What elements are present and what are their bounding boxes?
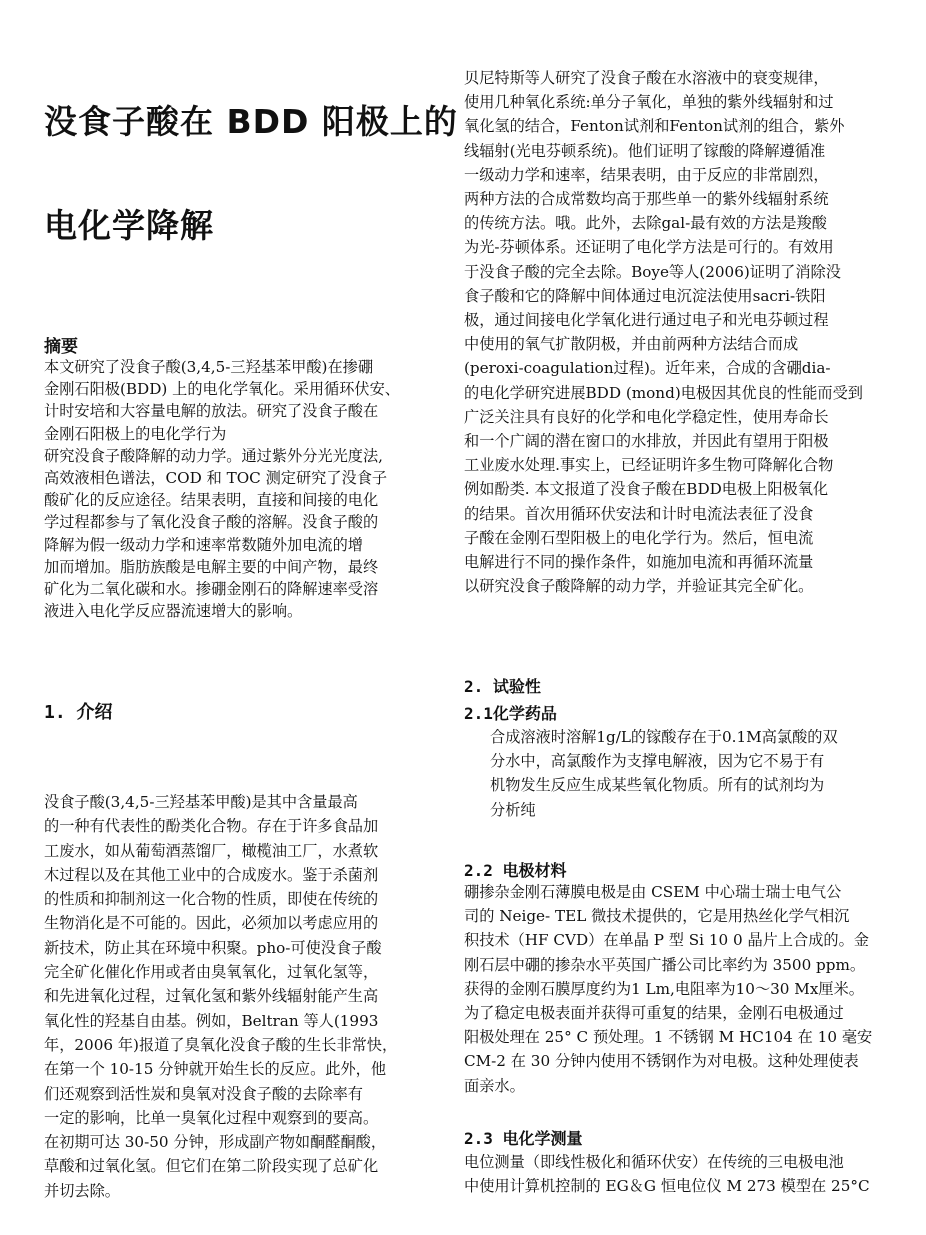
paragraph-line: 以研究没食子酸降解的动力学，并验证其完全矿化。 <box>464 577 814 596</box>
section-2-1-line: 分水中，高氯酸作为支撑电解液，因为它不易于有 <box>490 752 825 771</box>
section-2-2-line: 为了稳定电极表面并获得可重复的结果，金刚石电极通过 <box>464 1004 844 1023</box>
section-2-1-line: 合成溶液时溶解1g/L的镓酸存在于0.1M高氯酸的双 <box>490 728 838 746</box>
paragraph-line: (peroxi-coagulation过程)。近年来，合成的含硼dia- <box>464 359 831 378</box>
introduction-line: 的性质和抑制剂这一化合物的性质，即使在传统的 <box>44 890 379 909</box>
section-2-3-body <box>464 1150 926 1198</box>
introduction-heading: 1. 介绍 <box>44 702 113 723</box>
introduction-line: 工废水，如从葡萄酒蒸馏厂，橄榄油工厂，水煮软 <box>44 841 379 860</box>
introduction-line: 新技术，防止其在环境中积聚。pho-可使没食子酸 <box>44 938 382 957</box>
section-2-2-line: 司的 Neige- TEL 微技术提供的，它是用热丝化学气相沉 <box>464 907 850 926</box>
paragraph-line: 的结果。首次用循环伏安法和计时电流法表征了没食 <box>464 504 814 523</box>
introduction-line: 氧化性的羟基自由基。例如，Beltran 等人(1993 <box>44 1011 379 1030</box>
introduction-line: 在第一个 10-15 分钟就开始生长的反应。此外，他 <box>44 1060 387 1079</box>
introduction-line: 并切去除。 <box>44 1181 120 1200</box>
paragraph-line: 的传统方法。哦。此外，去除gal-最有效的方法是羧酸 <box>464 214 827 233</box>
paragraph-line: 氧化氢的结合，Fenton试剂和Fenton试剂的组合，紫外 <box>464 117 845 136</box>
section-2-2-line: 阳极处理在 25° C 预处理。1 不锈钢 M HC104 在 10 毫安 <box>464 1028 873 1047</box>
introduction-body <box>44 790 450 1203</box>
paragraph-line: 为光-芬顿体系。还证明了电化学方法是可行的。有效用 <box>464 238 834 257</box>
paragraph-line: 中使用的氧气扩散阴极，并由前两种方法结合而成 <box>464 335 799 354</box>
paragraph-line: 使用几种氧化系统:单分子氧化，单独的紫外线辐射和过 <box>464 93 834 112</box>
paper-title-line-1: 没食子酸在 BDD 阳极上的 <box>44 102 458 141</box>
section-2-2-line: 获得的金刚石膜厚度约为1 Lm,电阻率为10～30 Mx厘米。 <box>464 979 864 998</box>
paragraph-line: 和一个广阔的潜在窗口的水排放，并因此有望用于阳极 <box>464 432 829 451</box>
introduction-line: 木过程以及在其他工业中的合成废水。鉴于杀菌剂 <box>44 865 379 884</box>
paragraph-line: 食子酸和它的降解中间体通过电沉淀法使用sacri-铁阳 <box>464 286 826 305</box>
section-2-1-line: 分析纯 <box>490 800 536 819</box>
introduction-line: 的一种有代表性的酚类化合物。存在于许多食品加 <box>44 817 379 836</box>
paragraph-line: 电解进行不同的操作条件，如施加电流和再循环流量 <box>464 553 814 572</box>
paragraph-line: 于没食子酸的完全去除。Boye等人(2006)证明了消除没 <box>464 262 841 281</box>
abstract-line: 本文研究了没食子酸(3,4,5-三羟基苯甲酸)在掺硼 <box>44 358 374 376</box>
abstract-line: 降解为假一级动力学和速率常数随外加电流的增 <box>44 535 363 554</box>
paragraph-line: 广泛关注具有良好的化学和电化学稳定性，使用寿命长 <box>464 407 829 426</box>
abstract-line: 学过程都参与了氧化没食子酸的溶解。没食子酸的 <box>44 513 379 532</box>
section-2-2-line: 面亲水。 <box>464 1076 525 1095</box>
abstract-line: 加而增加。脂肪族酸是电解主要的中间产物，最终 <box>44 557 379 576</box>
section-2-heading: 2. 试验性 <box>464 677 541 696</box>
introduction-line: 一定的影响，比单一臭氧化过程中观察到的要高。 <box>44 1108 379 1127</box>
section-2-1-heading: 2.1化学药品 <box>464 704 557 723</box>
abstract-line: 酸矿化的反应途径。结果表明，直接和间接的电化 <box>44 491 379 510</box>
paragraph-line: 两种方法的合成常数均高于那些单一的紫外线辐射系统 <box>464 190 829 209</box>
section-2-2-line: 刚石层中硼的掺杂水平英国广播公司比率约为 3500 ppm。 <box>464 955 866 974</box>
paragraph-line: 工业废水处理.事实上，已经证明许多生物可降解化合物 <box>464 456 834 475</box>
paper-title-line-2: 电化学降解 <box>44 206 214 245</box>
abstract-line: 高效液相色谱法，COD 和 TOC 测定研究了没食子 <box>44 469 388 488</box>
abstract-line: 研究没食子酸降解的动力学。通过紫外分光光度法, <box>44 446 383 465</box>
paragraph-line: 贝尼特斯等人研究了没食子酸在水溶液中的衰变规律， <box>464 69 829 87</box>
abstract-heading: 摘要 <box>44 337 78 357</box>
section-2-2-heading: 2.2 电极材料 <box>464 861 567 880</box>
introduction-line: 在初期可达 30-50 分钟，形成副产物如酮醛酮酸， <box>44 1133 387 1152</box>
abstract-line: 液进入电化学反应器流速增大的影响。 <box>44 602 303 621</box>
section-2-3-line: 电位测量（即线性极化和循环伏安）在传统的三电极电池 <box>464 1153 844 1171</box>
paragraph-line: 的电化学研究进展BDD (mond)电极因其优良的性能而受到 <box>464 383 863 402</box>
paragraph-line: 线辐射(光电芬顿系统)。他们证明了镓酸的降解遵循准 <box>464 141 826 160</box>
section-2-3-line: 中使用计算机控制的 EG＆G 恒电位仪 M 273 模型在 25°C <box>464 1177 870 1196</box>
abstract-line: 计时安培和大容量电解的放法。研究了没食子酸在 <box>44 402 379 421</box>
section-2-2-line: 积技术（HF CVD）在单晶 P 型 Si 10 0 晶片上合成的。金 <box>464 931 869 950</box>
introduction-line: 草酸和过氧化氢。但它们在第二阶段实现了总矿化 <box>44 1157 379 1176</box>
introduction-line: 完全矿化催化作用或者由臭氧氧化，过氧化氢等， <box>44 963 379 982</box>
section-2-2-body <box>464 880 926 1098</box>
abstract-line: 金刚石阳极(BDD) 上的电化学氧化。采用循环伏安、 <box>44 380 400 399</box>
section-2-2-line: CM-2 在 30 分钟内使用不锈钢作为对电极。这种处理使表 <box>464 1052 859 1071</box>
section-2-1-body <box>464 725 926 822</box>
paragraph-line: 极，通过间接电化学氧化进行通过电子和光电芬顿过程 <box>464 311 829 330</box>
paragraph-line: 子酸在金刚石型阳极上的电化学行为。然后，恒电流 <box>464 528 814 547</box>
section-2-3-heading: 2.3 电化学测量 <box>464 1129 583 1148</box>
abstract-line: 矿化为二氧化碳和水。掺硼金刚石的降解速率受溶 <box>44 580 379 599</box>
introduction-line: 没食子酸(3,4,5-三羟基苯甲酸)是其中含量最高 <box>44 793 358 811</box>
introduction-line: 和先进氧化过程，过氧化氢和紫外线辐射能产生高 <box>44 987 379 1006</box>
introduction-line: 年，2006 年)报道了臭氧化没食子酸的生长非常快， <box>44 1035 398 1054</box>
abstract-line: 金刚石阳极上的电化学行为 <box>44 424 227 443</box>
section-2-1-line: 机物发生反应生成某些氧化物质。所有的试剂均为 <box>490 776 825 795</box>
section-2-2-line: 硼掺杂金刚石薄膜电极是由 CSEM 中心瑞士瑞士电气公 <box>464 883 842 901</box>
paragraph-line: 例如酚类. 本文报道了没食子酸在BDD电极上阳极氧化 <box>464 480 829 499</box>
abstract-body <box>44 356 450 622</box>
paragraph-line: 一级动力学和速率，结果表明，由于反应的非常剧烈， <box>464 165 829 184</box>
introduction-line: 生物消化是不可能的。因此，必须加以考虑应用的 <box>44 914 379 933</box>
right-column-paragraph <box>464 66 926 598</box>
introduction-line: 们还观察到活性炭和臭氧对没食子酸的去除率有 <box>44 1084 363 1103</box>
